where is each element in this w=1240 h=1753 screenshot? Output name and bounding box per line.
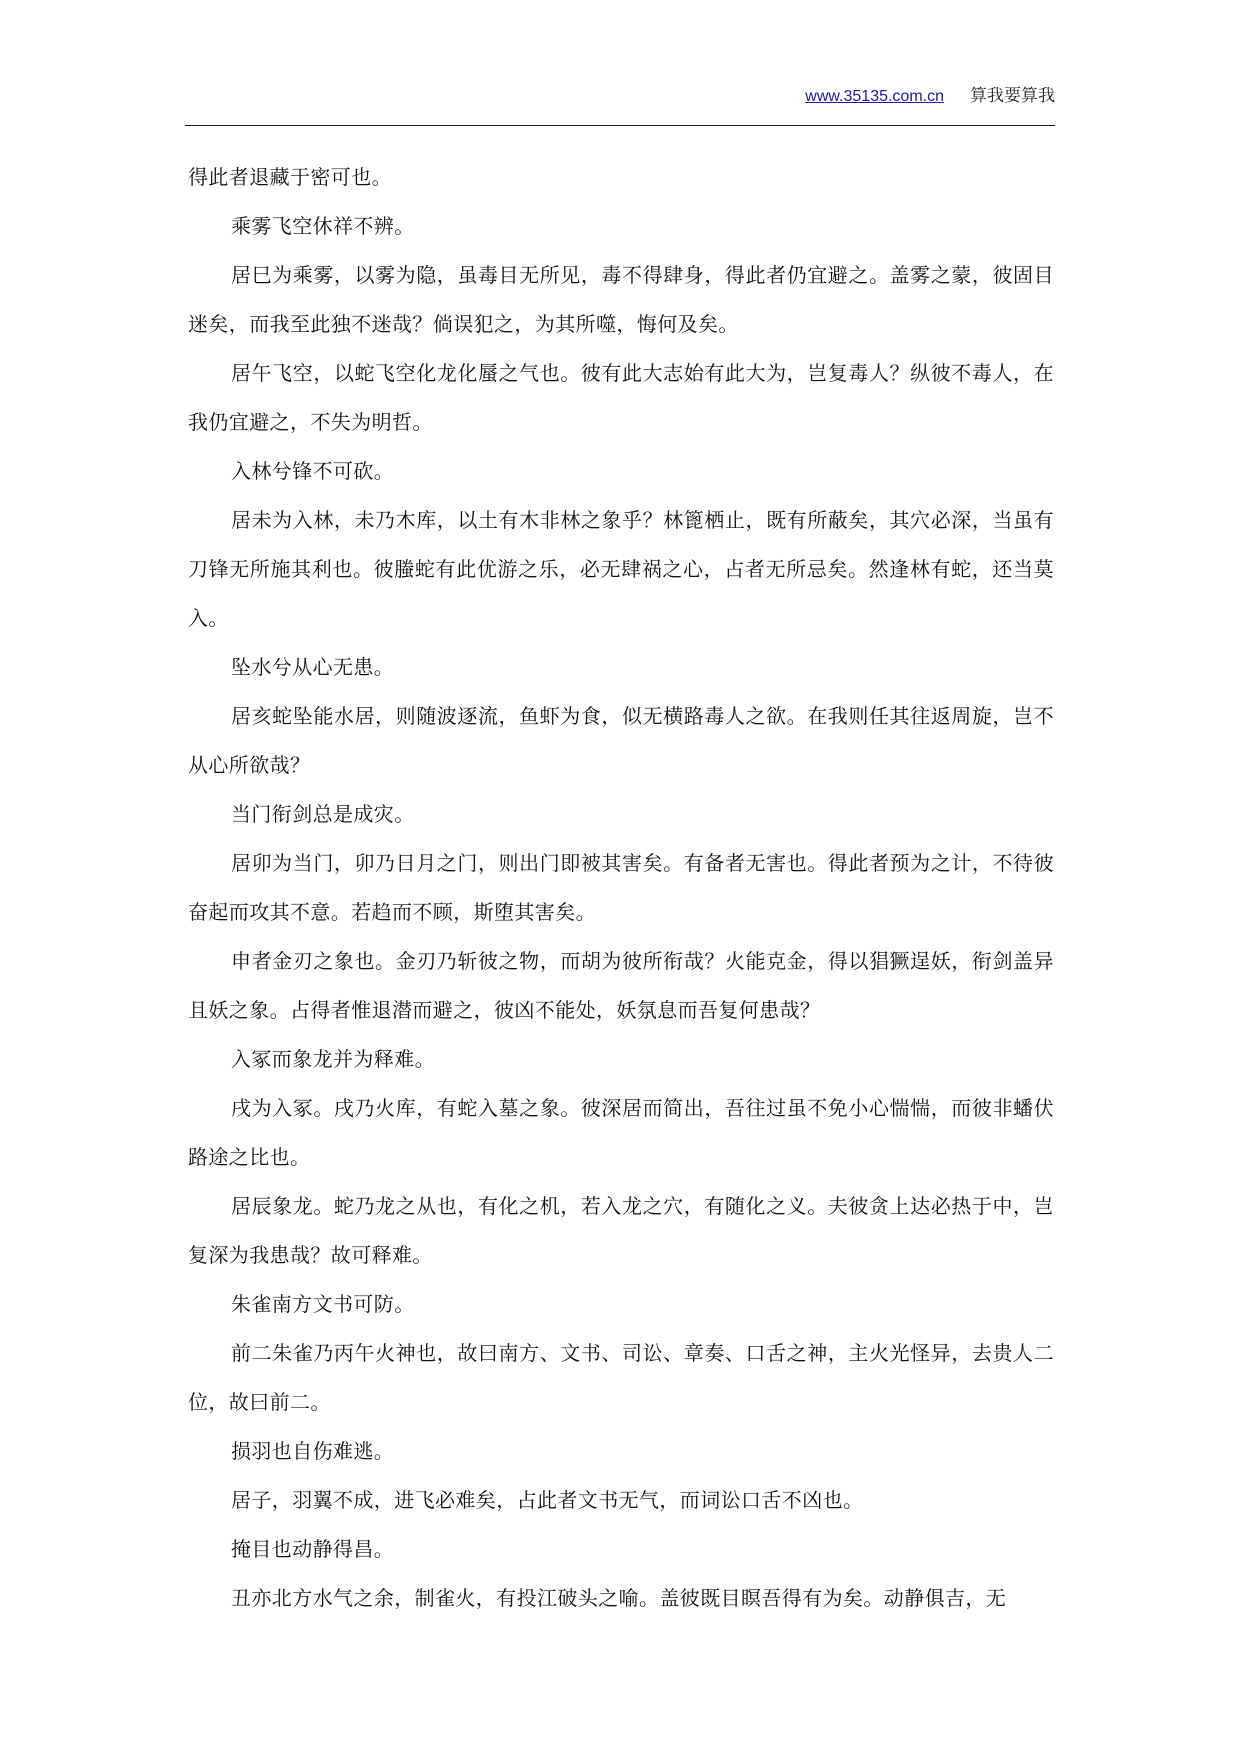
- verse-line: 坠水兮从心无患。: [231, 655, 395, 679]
- paragraph: 得此者退藏于密可也。: [188, 165, 392, 189]
- paragraph: 居子，羽翼不成，进飞必难矣，占此者文书无气，而词讼口舌不凶也。: [231, 1488, 864, 1512]
- header-divider: [185, 125, 1055, 126]
- verse-line: 损羽也自伤难逃。: [231, 1439, 395, 1463]
- verse-line: 朱雀南方文书可防。: [231, 1292, 415, 1316]
- site-link[interactable]: www.35135.com.cn: [805, 88, 944, 105]
- paragraph: 居亥蛇坠能水居，则随波逐流，鱼虾为食，似无横路毒人之欲。在我则任其往返周旋，岂不从心所欲哉？: [188, 704, 1054, 777]
- paragraph: 居未为入林，未乃木库，以土有木非林之象乎？林篦栖止，既有所蔽矣，其穴必深，当虽有刀锋无所施其利也。彼螣蛇有此优游之乐，必无肆祸之心，占者无所忌矣。然逢林有蛇，还当莫入。: [188, 508, 1054, 630]
- document-body: [188, 153, 1054, 1623]
- site-title: 算我要算我: [970, 86, 1055, 106]
- paragraph: 居辰象龙。蛇乃龙之从也，有化之机，若入龙之穴，有随化之义。夫彼贪上达必热于中，岂复深为我患哉？故可释难。: [188, 1194, 1054, 1267]
- paragraph: 戌为入冢。戌乃火库，有蛇入墓之象。彼深居而简出，吾往过虽不免小心惴惴，而彼非蟠伏路途之比也。: [188, 1096, 1054, 1169]
- verse-line: 入林兮锋不可砍。: [231, 459, 395, 483]
- paragraph: 居午飞空，以蛇飞空化龙化蜃之气也。彼有此大志始有此大为，岂复毒人？纵彼不毒人，在我仍宜避之，不失为明哲。: [188, 361, 1054, 434]
- verse-line: 入冢而象龙并为释难。: [231, 1047, 435, 1071]
- paragraph: 前二朱雀乃丙午火神也，故曰南方、文书、司讼、章奏、口舌之神，主火光怪异，去贵人二位，故曰前二。: [188, 1341, 1054, 1414]
- verse-line: 乘雾飞空休祥不辨。: [231, 214, 415, 238]
- verse-line: 掩目也动静得昌。: [231, 1537, 395, 1561]
- verse-line: 当门衔剑总是成灾。: [231, 802, 415, 826]
- page-header: [185, 84, 1055, 108]
- paragraph: 居卯为当门，卯乃日月之门，则出门即被其害矣。有备者无害也。得此者预为之计，不待彼奋起而攻其不意。若趋而不顾，斯堕其害矣。: [188, 851, 1054, 924]
- paragraph: 居巳为乘雾，以雾为隐，虽毒目无所见，毒不得肆身，得此者仍宜避之。盖雾之蒙，彼固目迷矣，而我至此独不迷哉？倘误犯之，为其所噬，悔何及矣。: [188, 263, 1054, 336]
- paragraph: 申者金刃之象也。金刃乃斩彼之物，而胡为彼所衔哉？火能克金，得以猖獗逞妖，衔剑盖异且妖之象。占得者惟退潜而避之，彼凶不能处，妖氛息而吾复何患哉？: [188, 949, 1054, 1022]
- paragraph: 丑亦北方水气之余，制雀火，有投江破头之喻。盖彼既目瞑吾得有为矣。动静俱吉，无: [231, 1586, 1007, 1610]
